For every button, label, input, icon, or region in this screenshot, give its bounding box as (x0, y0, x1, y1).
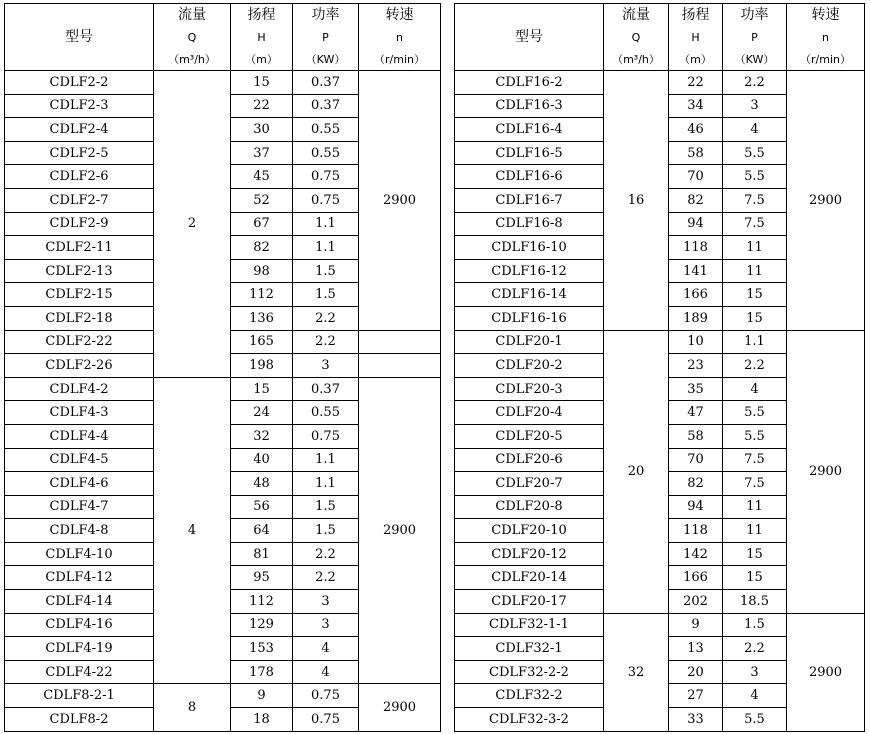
head-cell: 24 (231, 401, 293, 425)
header-head-unit: （m） (231, 48, 293, 71)
head-cell: 64 (231, 519, 293, 543)
model-cell: CDLF4-19 (5, 637, 154, 661)
power-cell: 1.5 (293, 259, 359, 283)
head-cell: 165 (231, 330, 293, 354)
power-cell: 2.2 (723, 71, 787, 95)
power-cell: 2.2 (293, 306, 359, 330)
flow-cell: 16 (604, 71, 669, 331)
model-cell: CDLF16-8 (455, 212, 604, 236)
head-cell: 32 (231, 424, 293, 448)
head-cell: 10 (669, 330, 723, 354)
model-cell: CDLF16-12 (455, 259, 604, 283)
flow-cell: 2 (154, 71, 231, 378)
head-cell: 13 (669, 637, 723, 661)
header-head-unit: （m） (669, 48, 723, 71)
power-cell: 11 (723, 236, 787, 260)
model-cell: CDLF16-10 (455, 236, 604, 260)
head-cell: 67 (231, 212, 293, 236)
table-body (5, 71, 441, 732)
head-cell: 56 (231, 495, 293, 519)
power-cell: 0.37 (293, 377, 359, 401)
model-cell: CDLF20-4 (455, 401, 604, 425)
head-cell: 15 (231, 377, 293, 401)
model-cell: CDLF16-5 (455, 141, 604, 165)
model-cell: CDLF16-7 (455, 188, 604, 212)
power-cell: 0.55 (293, 401, 359, 425)
model-cell: CDLF16-16 (455, 306, 604, 330)
head-cell: 9 (669, 613, 723, 637)
header-speed-symbol: n (787, 26, 865, 48)
speed-cell: 2900 (787, 330, 865, 613)
header-flow-name: 流量 (154, 4, 231, 27)
head-cell: 15 (231, 71, 293, 95)
speed-cell-empty (359, 354, 441, 378)
model-cell: CDLF4-5 (5, 448, 154, 472)
model-cell: CDLF32-2 (455, 684, 604, 708)
power-cell: 5.5 (723, 708, 787, 732)
head-cell: 33 (669, 708, 723, 732)
pump-spec-table-right (454, 3, 865, 732)
head-cell: 189 (669, 306, 723, 330)
power-cell: 0.75 (293, 165, 359, 189)
head-cell: 82 (231, 236, 293, 260)
header-speed-unit: （r/min） (359, 48, 441, 71)
model-cell: CDLF2-9 (5, 212, 154, 236)
head-cell: 22 (669, 71, 723, 95)
model-cell: CDLF4-2 (5, 377, 154, 401)
head-cell: 18 (231, 708, 293, 732)
power-cell: 0.75 (293, 424, 359, 448)
flow-cell: 8 (154, 684, 231, 731)
head-cell: 70 (669, 165, 723, 189)
model-cell: CDLF20-2 (455, 354, 604, 378)
table-body (455, 71, 865, 732)
pump-spec-table-left (4, 3, 441, 732)
model-cell: CDLF2-22 (5, 330, 154, 354)
head-cell: 136 (231, 306, 293, 330)
head-cell: 70 (669, 448, 723, 472)
power-cell: 7.5 (723, 448, 787, 472)
model-cell: CDLF20-12 (455, 542, 604, 566)
model-cell: CDLF4-10 (5, 542, 154, 566)
model-cell: CDLF20-1 (455, 330, 604, 354)
speed-cell: 2900 (359, 377, 441, 684)
head-cell: 30 (231, 118, 293, 142)
header-flow-symbol: Q (604, 26, 669, 48)
power-cell: 7.5 (723, 188, 787, 212)
power-cell: 1.5 (293, 519, 359, 543)
model-cell: CDLF4-4 (5, 424, 154, 448)
power-cell: 0.75 (293, 188, 359, 212)
head-cell: 202 (669, 590, 723, 614)
speed-cell: 2900 (787, 71, 865, 331)
model-cell: CDLF4-14 (5, 590, 154, 614)
model-cell: CDLF2-15 (5, 283, 154, 307)
header-head-name: 扬程 (669, 4, 723, 27)
speed-cell: 2900 (359, 684, 441, 731)
head-cell: 112 (231, 590, 293, 614)
model-cell: CDLF8-2-1 (5, 684, 154, 708)
power-cell: 1.1 (293, 448, 359, 472)
header-speed-unit: （r/min） (787, 48, 865, 71)
model-cell: CDLF16-4 (455, 118, 604, 142)
header-speed-name: 转速 (359, 4, 441, 27)
power-cell: 1.1 (293, 236, 359, 260)
model-cell: CDLF2-26 (5, 354, 154, 378)
model-cell: CDLF2-6 (5, 165, 154, 189)
header-power-unit: （KW） (723, 48, 787, 71)
table-row (5, 377, 441, 401)
header-power-symbol: P (723, 26, 787, 48)
head-cell: 35 (669, 377, 723, 401)
head-cell: 129 (231, 613, 293, 637)
header-power-name: 功率 (293, 4, 359, 27)
power-cell: 2.2 (723, 637, 787, 661)
head-cell: 94 (669, 212, 723, 236)
head-cell: 95 (231, 566, 293, 590)
head-cell: 82 (669, 188, 723, 212)
power-cell: 0.75 (293, 684, 359, 708)
head-cell: 20 (669, 660, 723, 684)
model-cell: CDLF2-3 (5, 94, 154, 118)
head-cell: 48 (231, 472, 293, 496)
power-cell: 4 (723, 684, 787, 708)
power-cell: 15 (723, 542, 787, 566)
head-cell: 37 (231, 141, 293, 165)
table-row (5, 684, 441, 708)
model-cell: CDLF32-3-2 (455, 708, 604, 732)
power-cell: 0.55 (293, 141, 359, 165)
header-flow-name: 流量 (604, 4, 669, 27)
model-cell: CDLF2-2 (5, 71, 154, 95)
model-cell: CDLF8-2 (5, 708, 154, 732)
head-cell: 98 (231, 259, 293, 283)
model-cell: CDLF16-3 (455, 94, 604, 118)
power-cell: 3 (723, 660, 787, 684)
model-cell: CDLF4-3 (5, 401, 154, 425)
model-cell: CDLF32-1 (455, 637, 604, 661)
table-row (455, 613, 865, 637)
power-cell: 1.5 (723, 613, 787, 637)
model-cell: CDLF4-7 (5, 495, 154, 519)
head-cell: 198 (231, 354, 293, 378)
header-flow-unit: （m³/h） (604, 48, 669, 71)
header-head-name: 扬程 (231, 4, 293, 27)
flow-cell: 20 (604, 330, 669, 613)
power-cell: 0.55 (293, 118, 359, 142)
table-row (455, 330, 865, 354)
head-cell: 118 (669, 236, 723, 260)
model-cell: CDLF2-5 (5, 141, 154, 165)
power-cell: 5.5 (723, 141, 787, 165)
head-cell: 46 (669, 118, 723, 142)
head-cell: 141 (669, 259, 723, 283)
power-cell: 18.5 (723, 590, 787, 614)
header-power-symbol: P (293, 26, 359, 48)
head-cell: 178 (231, 660, 293, 684)
head-cell: 81 (231, 542, 293, 566)
head-cell: 153 (231, 637, 293, 661)
head-cell: 58 (669, 424, 723, 448)
power-cell: 15 (723, 283, 787, 307)
power-cell: 2.2 (723, 354, 787, 378)
speed-cell: 2900 (787, 613, 865, 731)
power-cell: 15 (723, 566, 787, 590)
model-cell: CDLF20-14 (455, 566, 604, 590)
model-cell: CDLF16-6 (455, 165, 604, 189)
head-cell: 58 (669, 141, 723, 165)
model-cell: CDLF32-2-2 (455, 660, 604, 684)
table-header (5, 4, 441, 71)
header-flow-symbol: Q (154, 26, 231, 48)
head-cell: 27 (669, 684, 723, 708)
header-head-symbol: H (231, 26, 293, 48)
header-model: 型号 (455, 4, 604, 71)
model-cell: CDLF4-22 (5, 660, 154, 684)
power-cell: 2.2 (293, 542, 359, 566)
power-cell: 1.1 (723, 330, 787, 354)
table-row (455, 71, 865, 95)
power-cell: 1.5 (293, 283, 359, 307)
model-cell: CDLF2-4 (5, 118, 154, 142)
header-power-unit: （KW） (293, 48, 359, 71)
head-cell: 82 (669, 472, 723, 496)
power-cell: 11 (723, 495, 787, 519)
header-model: 型号 (5, 4, 154, 71)
head-cell: 45 (231, 165, 293, 189)
model-cell: CDLF20-7 (455, 472, 604, 496)
power-cell: 5.5 (723, 401, 787, 425)
head-cell: 112 (231, 283, 293, 307)
power-cell: 0.75 (293, 708, 359, 732)
model-cell: CDLF20-6 (455, 448, 604, 472)
power-cell: 1.1 (293, 472, 359, 496)
power-cell: 4 (293, 637, 359, 661)
table-header (455, 4, 865, 71)
model-cell: CDLF2-18 (5, 306, 154, 330)
model-cell: CDLF16-14 (455, 283, 604, 307)
header-flow-unit: （m³/h） (154, 48, 231, 71)
power-cell: 3 (723, 94, 787, 118)
model-cell: CDLF2-7 (5, 188, 154, 212)
model-cell: CDLF4-8 (5, 519, 154, 543)
model-cell: CDLF20-5 (455, 424, 604, 448)
model-cell: CDLF20-17 (455, 590, 604, 614)
header-speed-symbol: n (359, 26, 441, 48)
power-cell: 7.5 (723, 212, 787, 236)
header-power-name: 功率 (723, 4, 787, 27)
flow-cell: 4 (154, 377, 231, 684)
head-cell: 47 (669, 401, 723, 425)
power-cell: 3 (293, 590, 359, 614)
model-cell: CDLF20-10 (455, 519, 604, 543)
header-speed-name: 转速 (787, 4, 865, 27)
head-cell: 40 (231, 448, 293, 472)
power-cell: 7.5 (723, 472, 787, 496)
speed-cell: 2900 (359, 71, 441, 331)
power-cell: 5.5 (723, 165, 787, 189)
power-cell: 11 (723, 259, 787, 283)
table-row (5, 71, 441, 95)
head-cell: 9 (231, 684, 293, 708)
power-cell: 4 (293, 660, 359, 684)
head-cell: 118 (669, 519, 723, 543)
power-cell: 4 (723, 377, 787, 401)
head-cell: 142 (669, 542, 723, 566)
speed-cell-empty (359, 330, 441, 354)
head-cell: 34 (669, 94, 723, 118)
model-cell: CDLF4-16 (5, 613, 154, 637)
model-cell: CDLF2-13 (5, 259, 154, 283)
model-cell: CDLF32-1-1 (455, 613, 604, 637)
power-cell: 3 (293, 613, 359, 637)
power-cell: 11 (723, 519, 787, 543)
power-cell: 2.2 (293, 566, 359, 590)
model-cell: CDLF4-6 (5, 472, 154, 496)
power-cell: 0.37 (293, 71, 359, 95)
head-cell: 52 (231, 188, 293, 212)
model-cell: CDLF20-3 (455, 377, 604, 401)
model-cell: CDLF16-2 (455, 71, 604, 95)
head-cell: 23 (669, 354, 723, 378)
head-cell: 166 (669, 566, 723, 590)
power-cell: 4 (723, 118, 787, 142)
header-head-symbol: H (669, 26, 723, 48)
head-cell: 22 (231, 94, 293, 118)
model-cell: CDLF20-8 (455, 495, 604, 519)
head-cell: 94 (669, 495, 723, 519)
head-cell: 166 (669, 283, 723, 307)
power-cell: 1.1 (293, 212, 359, 236)
model-cell: CDLF4-12 (5, 566, 154, 590)
power-cell: 15 (723, 306, 787, 330)
model-cell: CDLF2-11 (5, 236, 154, 260)
power-cell: 5.5 (723, 424, 787, 448)
power-cell: 0.37 (293, 94, 359, 118)
flow-cell: 32 (604, 613, 669, 731)
power-cell: 2.2 (293, 330, 359, 354)
power-cell: 3 (293, 354, 359, 378)
power-cell: 1.5 (293, 495, 359, 519)
